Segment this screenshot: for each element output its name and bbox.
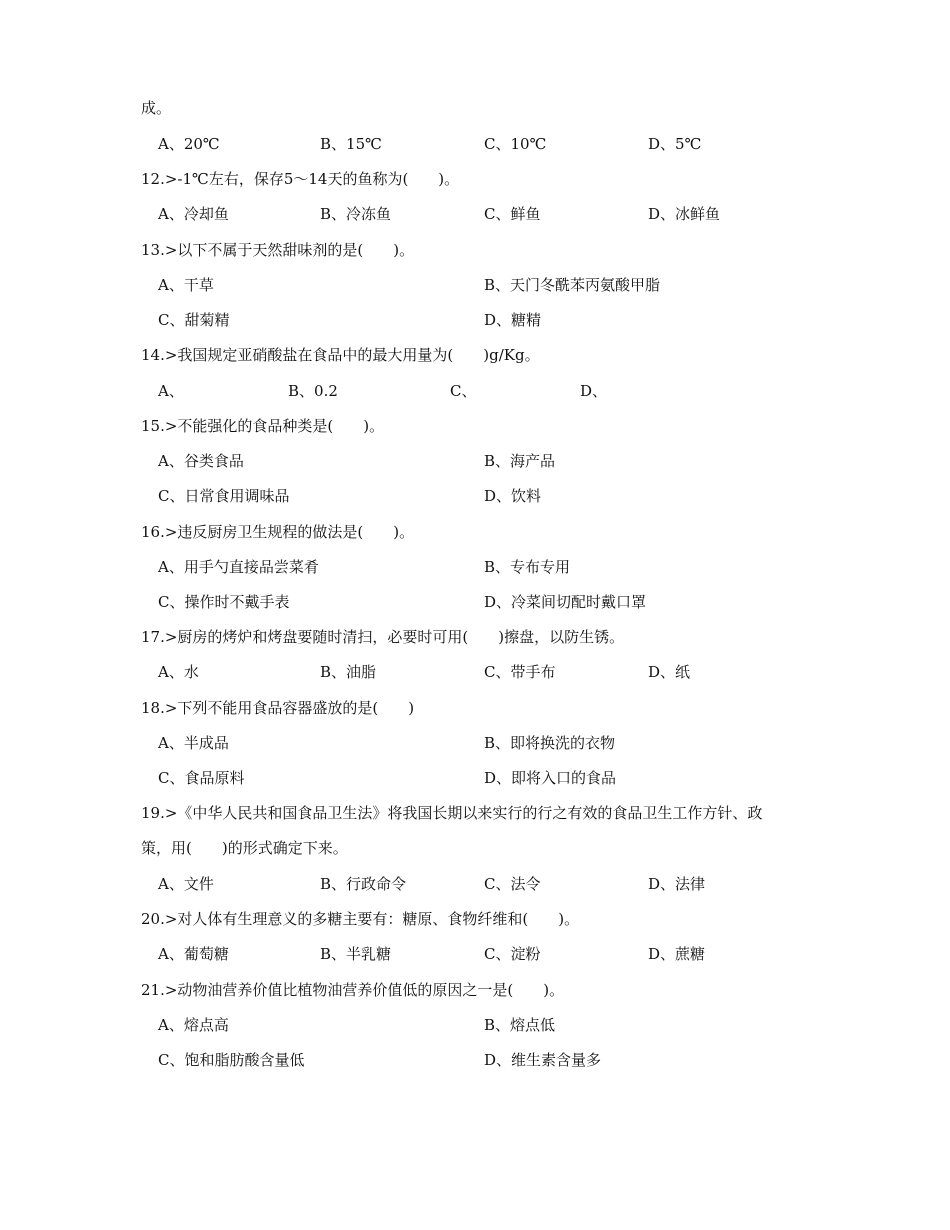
question-19-text-line-1: 19.>《中华人民共和国食品卫生法》将我国长期以来实行的行之有效的食品卫生工作方针、政 bbox=[141, 804, 763, 822]
q15-option-a: A、谷类食品 bbox=[158, 452, 244, 470]
q11-option-b: B、15℃ bbox=[320, 135, 382, 153]
question-11-continuation: 成。 bbox=[141, 99, 172, 117]
q18-option-d: D、即将入口的食品 bbox=[484, 769, 617, 787]
q16-option-a: A、用手勺直接品尝菜肴 bbox=[158, 558, 319, 576]
q13-option-d: D、糖精 bbox=[484, 311, 542, 329]
q19-option-c: C、法令 bbox=[484, 875, 541, 893]
q20-option-a: A、葡萄糖 bbox=[158, 945, 229, 963]
q14-option-c: C、 bbox=[450, 382, 477, 400]
question-19-text-line-2: 策，用( )的形式确定下来。 bbox=[141, 839, 348, 857]
question-20-text: 20.>对人体有生理意义的多糖主要有：糖原、食物纤维和( )。 bbox=[141, 910, 580, 928]
q12-option-a: A、冷却鱼 bbox=[158, 205, 229, 223]
q18-option-a: A、半成品 bbox=[158, 734, 229, 752]
q12-option-d: D、冰鲜鱼 bbox=[648, 205, 721, 223]
q19-option-b: B、行政命令 bbox=[320, 875, 407, 893]
question-15-text: 15.>不能强化的食品种类是( )。 bbox=[141, 417, 385, 435]
q15-option-c: C、日常食用调味品 bbox=[158, 487, 290, 505]
q21-option-b: B、熔点低 bbox=[484, 1016, 556, 1034]
q17-option-a: A、水 bbox=[158, 663, 199, 681]
q21-option-a: A、熔点高 bbox=[158, 1016, 229, 1034]
question-13-text: 13.>以下不属于天然甜味剂的是( )。 bbox=[141, 241, 415, 259]
q16-option-c: C、操作时不戴手表 bbox=[158, 593, 290, 611]
q17-option-b: B、油脂 bbox=[320, 663, 377, 681]
q12-option-c: C、鲜鱼 bbox=[484, 205, 541, 223]
q20-option-d: D、蔗糖 bbox=[648, 945, 706, 963]
question-12-text: 12.>-1℃左右，保存5～14天的鱼称为( )。 bbox=[141, 170, 460, 188]
q15-option-d: D、饮料 bbox=[484, 487, 542, 505]
q19-option-d: D、法律 bbox=[648, 875, 706, 893]
q13-option-a: A、干草 bbox=[158, 276, 214, 294]
q18-option-b: B、即将换洗的衣物 bbox=[484, 734, 616, 752]
question-17-text: 17.>厨房的烤炉和烤盘要随时清扫，必要时可用( )擦盘，以防生锈。 bbox=[141, 628, 625, 646]
q11-option-c: C、10℃ bbox=[484, 135, 547, 153]
q19-option-a: A、文件 bbox=[158, 875, 214, 893]
q11-option-d: D、5℃ bbox=[648, 135, 702, 153]
question-21-text: 21.>动物油营养价值比植物油营养价值低的原因之一是( )。 bbox=[141, 981, 565, 999]
q16-option-b: B、专布专用 bbox=[484, 558, 571, 576]
q18-option-c: C、食品原料 bbox=[158, 769, 245, 787]
q14-option-d: D、 bbox=[580, 382, 608, 400]
q12-option-b: B、冷冻鱼 bbox=[320, 205, 392, 223]
q14-option-b: B、0.2 bbox=[288, 382, 338, 400]
q14-option-a: A、 bbox=[158, 382, 184, 400]
q20-option-c: C、淀粉 bbox=[484, 945, 541, 963]
q13-option-b: B、天门冬酰苯丙氨酸甲脂 bbox=[484, 276, 661, 294]
q15-option-b: B、海产品 bbox=[484, 452, 556, 470]
question-18-text: 18.>下列不能用食品容器盛放的是( ) bbox=[141, 699, 415, 717]
q13-option-c: C、甜菊精 bbox=[158, 311, 230, 329]
q17-option-c: C、带手布 bbox=[484, 663, 556, 681]
q17-option-d: D、纸 bbox=[648, 663, 691, 681]
q11-option-a: A、20℃ bbox=[158, 135, 220, 153]
q16-option-d: D、冷菜间切配时戴口罩 bbox=[484, 593, 647, 611]
q20-option-b: B、半乳糖 bbox=[320, 945, 392, 963]
question-16-text: 16.>违反厨房卫生规程的做法是( )。 bbox=[141, 523, 415, 541]
question-14-text: 14.>我国规定亚硝酸盐在食品中的最大用量为( )g/Kg。 bbox=[141, 346, 540, 364]
q21-option-c: C、饱和脂肪酸含量低 bbox=[158, 1051, 305, 1069]
q21-option-d: D、维生素含量多 bbox=[484, 1051, 602, 1069]
